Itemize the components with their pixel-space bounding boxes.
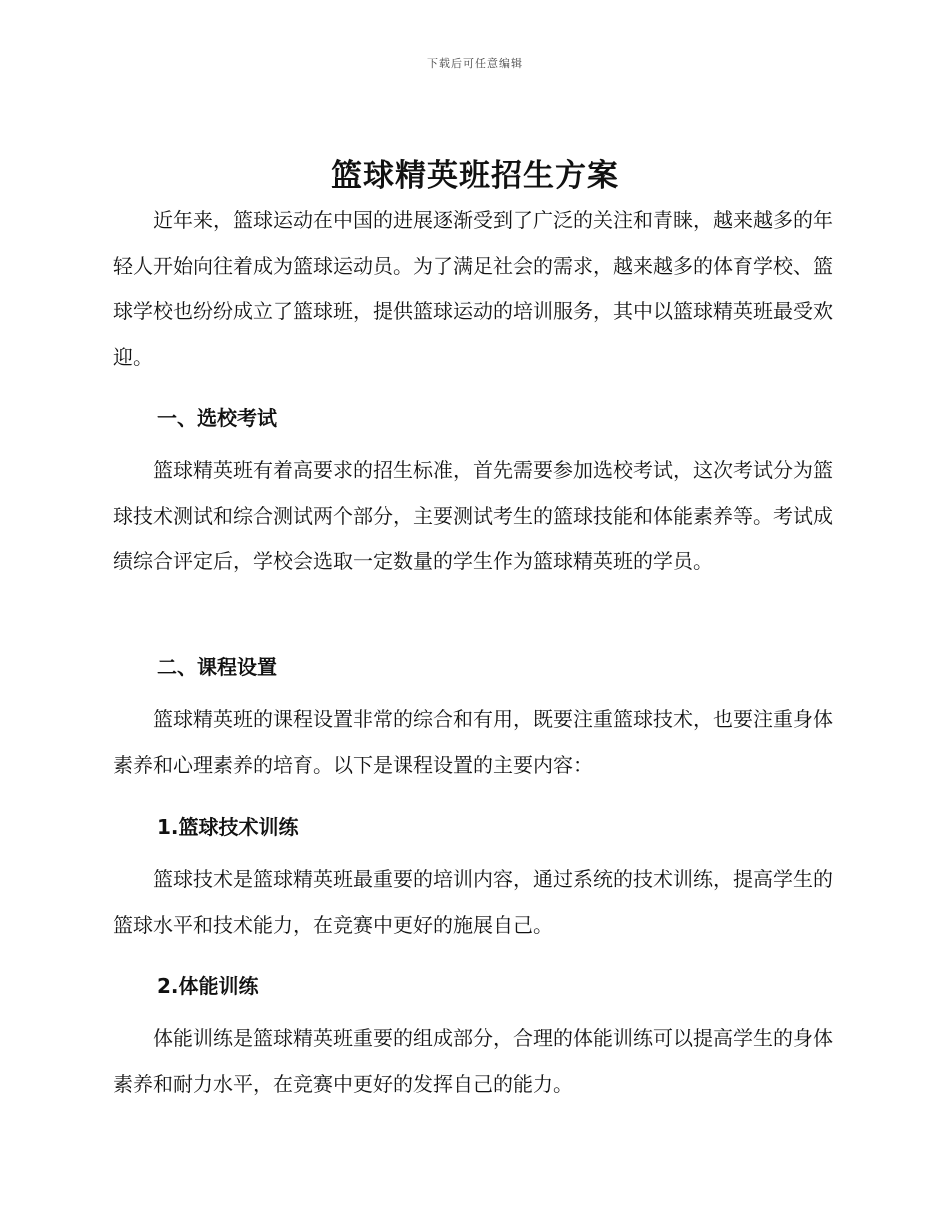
section-exam-block	[113, 448, 833, 585]
section-curriculum-paragraph: 篮球精英班的课程设置非常的综合和有用，既要注重篮球技术，也要注重身体素养和心理素养的培育。以下是课程设置的主要内容：	[113, 707, 833, 777]
section-exam-paragraph: 篮球精英班有着高要求的招生标准，首先需要参加选校考试，这次考试分为篮球技术测试和综合测试两个部分，主要测试考生的篮球技能和体能素养等。考试成绩综合评定后，学校会选取一定数量的学生作为篮球精英班的学员。	[113, 458, 833, 573]
subsection-fitness-block	[113, 1016, 833, 1107]
subsection-skills-block	[113, 857, 833, 948]
intro-paragraph: 近年来，篮球运动在中国的进展逐渐受到了广泛的关注和青睐，越来越多的年轻人开始向往着成为篮球运动员。为了满足社会的需求，越来越多的体育学校、篮球学校也纷纷成立了篮球班，提供篮球运动的培训服务，其中以篮球精英班最受欢迎。	[113, 208, 833, 369]
subsection-heading-fitness: 2.体能训练	[157, 974, 259, 998]
subsection-fitness-paragraph: 体能训练是篮球精英班重要的组成部分，合理的体能训练可以提高学生的身体素养和耐力水平，在竞赛中更好的发挥自己的能力。	[113, 1026, 833, 1096]
intro-block	[113, 198, 833, 380]
subsection-skills-paragraph: 篮球技术是篮球精英班最重要的培训内容，通过系统的技术训练，提高学生的篮球水平和技术能力，在竞赛中更好的施展自己。	[113, 867, 833, 937]
subsection-heading-skills: 1.篮球技术训练	[157, 815, 299, 839]
document-title: 篮球精英班招生方案	[331, 158, 619, 194]
section-curriculum-block	[113, 697, 833, 788]
header-note: 下载后可任意编辑	[427, 57, 523, 70]
section-heading-curriculum: 二、课程设置	[157, 655, 277, 679]
section-heading-exam: 一、选校考试	[157, 406, 277, 430]
